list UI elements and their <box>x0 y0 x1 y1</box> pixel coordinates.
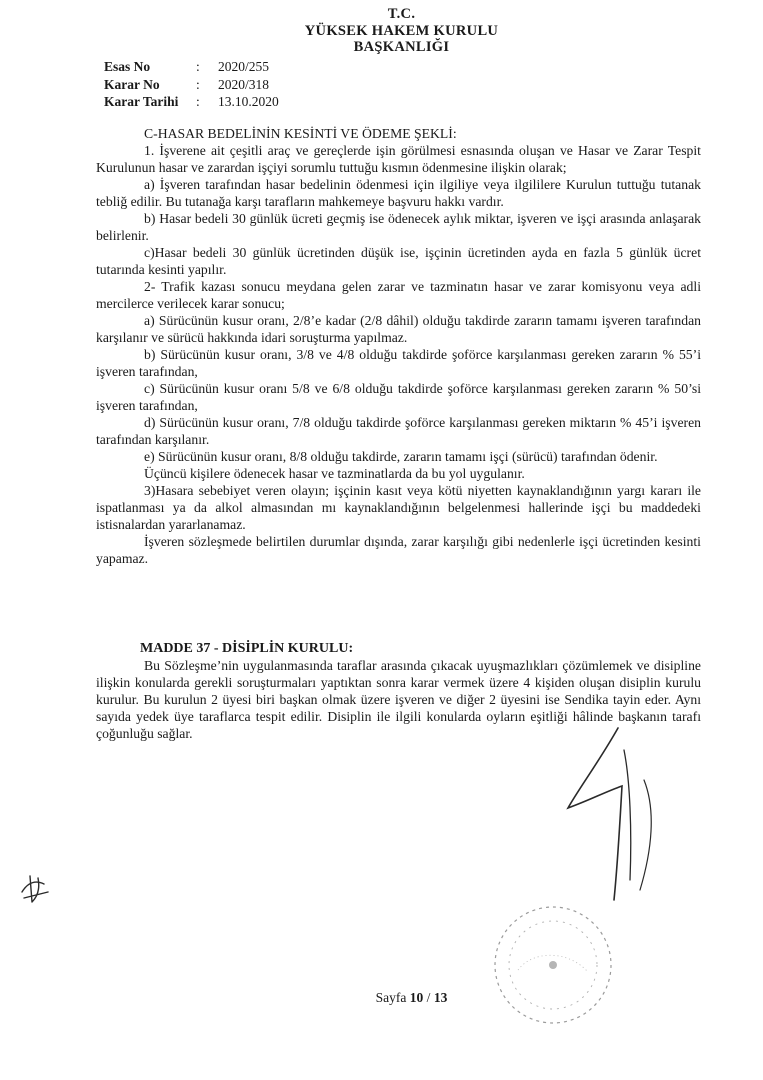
header-tc: T.C. <box>387 6 416 22</box>
paragraph: b) Hasar bedeli 30 günlük ücreti geçmiş ise ödenecek aylık miktar, işveren ve işçi arasında anlaşarak belirlenir. <box>96 211 701 243</box>
paragraph: 3)Hasara sebebiyet veren olayın; işçinin kasıt veya kötü niyetten kaynaklandığının yargı kararı ile ispatlanması ya da alkol almasından mı kaynaklandığının belgelenmesi hallerinde işçi bu maddedeki istisnalardan yararlanamaz. <box>96 483 701 532</box>
official-stamp <box>488 900 618 1030</box>
paragraph: c)Hasar bedeli 30 günlük ücretinden düşük ise, işçinin ücretinden ayda en fazla 5 günlük ücret tutarında kesinti yapılır. <box>96 245 701 277</box>
meta-row-karar <box>104 76 279 94</box>
section-c-title: C-HASAR BEDELİNİN KESİNTİ VE ÖDEME ŞEKLİ: <box>144 126 457 141</box>
madde-37-title: MADDE 37 - DİSİPLİN KURULU: <box>140 641 354 656</box>
madde-37-paragraph: Bu Sözleşme’nin uygulanmasında taraflar arasında çıkacak uyuşmazlıkları çözümlemek ve disipline ilişkin konularda gerekli soruşturmaları yaptıktan sonra karar vermek üzere 4 kişiden oluşan disiplin kurulu kurulur. Bu kurulun 2 üyesi biri başkan olmak üzere işveren ve diğer 2 üyesini ise Sendika tayin eder. Aynı sayıda yedek üye taraflarca tespit edilir. Disiplin ile ilgili konularda oyların eşitliği hâlinde başkanın tarafı çoğunluğu sağlar. <box>96 658 701 741</box>
paragraph: 1. İşverene ait çeşitli araç ve gereçlerde işin görülmesi esnasında oluşan ve Hasar ve Zarar Tespit Kurulunun hasar ve zarardan işçiyi sorumlu tuttuğu kısmın ödenmesine ilişkin olarak; <box>96 143 701 175</box>
meta-value: 2020/318 <box>218 76 270 92</box>
paragraph: a) Sürücünün kusur oranı, 2/8’e kadar (2/8 dâhil) olduğu takdirde zararın tamamı işveren tarafından karşılanır ve sürücü hakkında idari soruşturma yapılmaz. <box>96 313 701 345</box>
meta-label: Karar Tarihi <box>104 94 179 109</box>
page-footer <box>0 990 763 1006</box>
paragraph: 2- Trafik kazası sonucu meydana gelen zarar ve tazminatın hasar ve zarar komisyonu veya adli mercilerce verilecek karar sonucu; <box>96 279 701 311</box>
meta-colon: : <box>196 59 200 74</box>
signature-image <box>560 720 670 910</box>
footer-separator: / <box>426 990 431 1005</box>
footer-page-number: 10 <box>409 990 424 1005</box>
footer-total-pages: 13 <box>433 990 448 1005</box>
meta-label: Esas No <box>104 59 151 74</box>
section-c <box>96 125 701 567</box>
paragraph: b) Sürücünün kusur oranı, 3/8 ve 4/8 olduğu takdirde şoförce karşılanması gereken zararın % 55’i işveren tarafından, <box>96 347 701 379</box>
meta-row-tarih <box>104 93 279 111</box>
meta-label: Karar No <box>104 76 160 92</box>
meta-colon: : <box>196 76 200 92</box>
meta-colon: : <box>196 94 200 109</box>
document-header <box>0 6 763 56</box>
paragraph: d) Sürücünün kusur oranı, 7/8 olduğu takdirde şoförce karşılanması gereken miktarın % 45’i işveren tarafından karşılanır. <box>96 415 701 447</box>
paragraph: e) Sürücünün kusur oranı, 8/8 olduğu takdirde, zararın tamamı işçi (sürücü) tarafından ödenir. <box>144 449 658 464</box>
meta-value: 2020/255 <box>218 59 270 74</box>
footer-prefix: Sayfa <box>375 990 407 1005</box>
meta-value: 13.10.2020 <box>218 94 279 109</box>
paragraph: c) Sürücünün kusur oranı 5/8 ve 6/8 olduğu takdirde şoförce karşılanması gereken zararın % 50’si işveren tarafından, <box>96 381 701 413</box>
paragraph: Üçüncü kişilere ödenecek hasar ve tazminatlarda da bu yol uygulanır. <box>144 466 525 481</box>
initials-mark <box>18 872 52 906</box>
header-presidency: BAŞKANLIĞI <box>353 39 450 55</box>
paragraph: İşveren sözleşmede belirtilen durumlar dışında, zarar karşılığı gibi nedenlerle işçi ücretinden kesinti yapamaz. <box>96 534 701 566</box>
meta-row-esas <box>104 58 279 76</box>
header-institution: YÜKSEK HAKEM KURULU <box>304 22 499 39</box>
case-metadata <box>104 58 279 111</box>
paragraph: a) İşveren tarafından hasar bedelinin ödenmesi için ilgiliye veya ilgililere Kurulun tuttuğu tutanak tebliğ edilir. Bu tutanağa karşı tarafların mahkemeye başvuru hakkı vardır. <box>96 177 701 209</box>
